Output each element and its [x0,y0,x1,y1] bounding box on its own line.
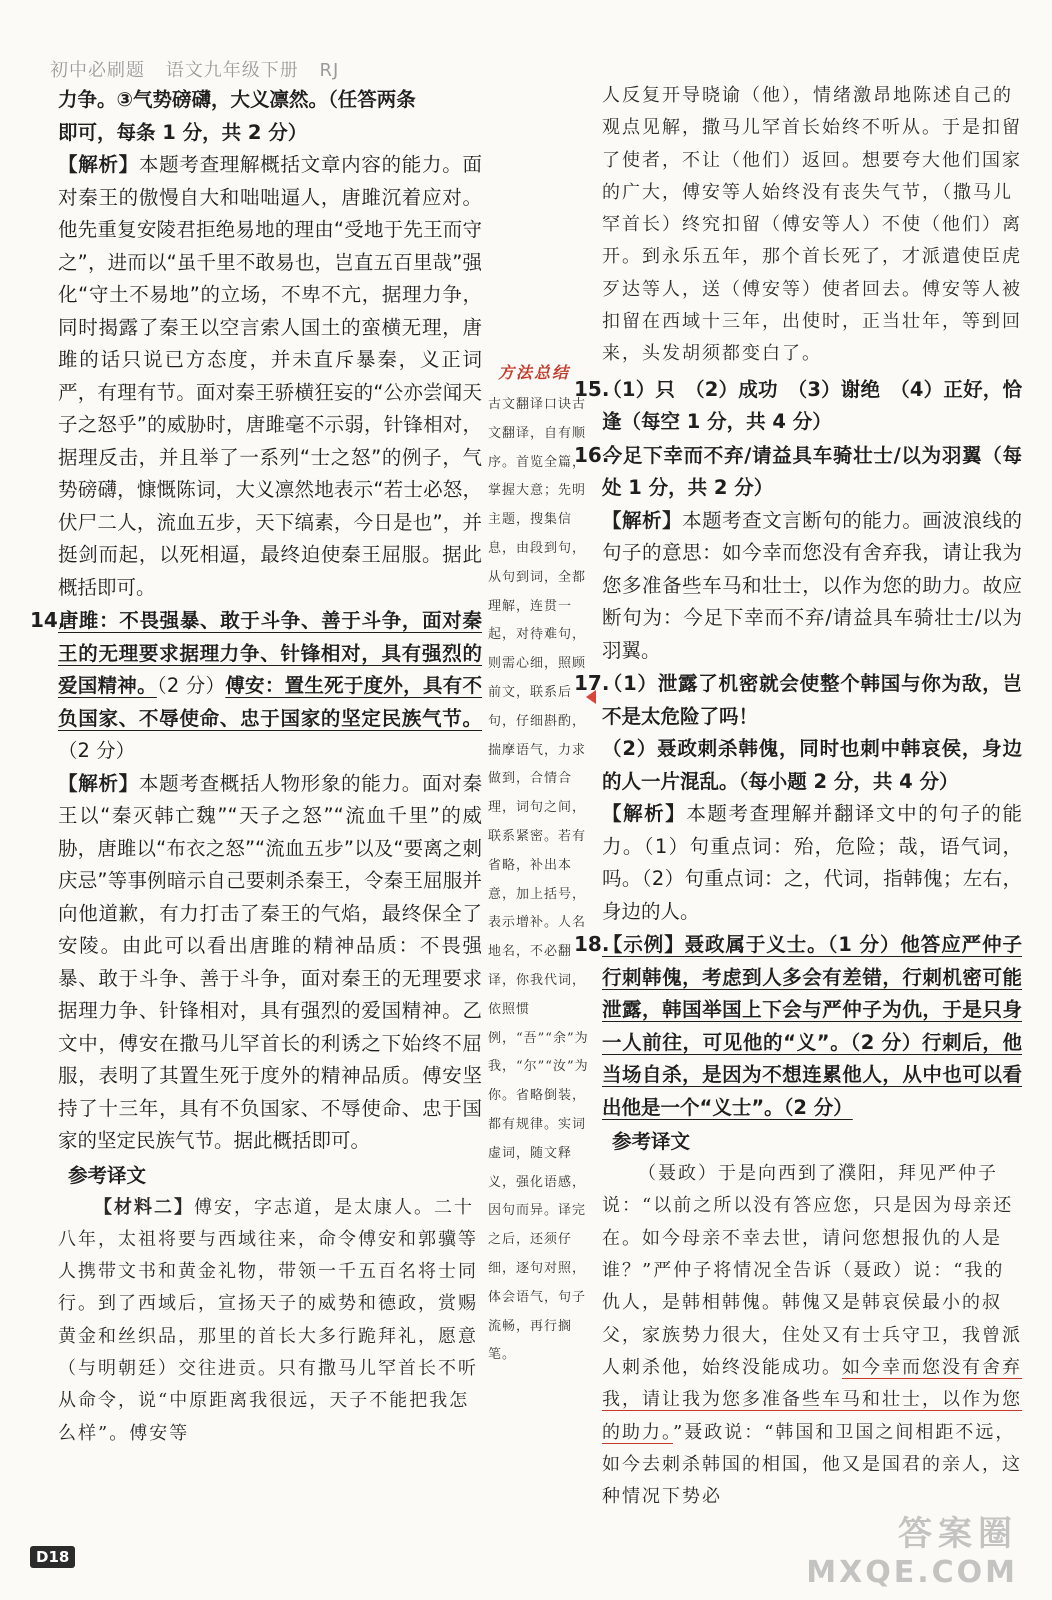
q16-text: 今足下幸而不弃/请益具车骑壮士/以为羽翼（每处 1 分，共 2 分） [602,443,1022,500]
q14-score1: （2 分） [156,674,226,697]
q13-analysis-text: 本题考查理解概括文章内容的能力。面对秦王的傲慢自大和咄咄逼人，唐雎沉着应对。他先重复安陵君拒绝易地的理由“受地于先王而守之”，进而以“虽千里不敢易也，岂直五百里哉”强化“守土不易地”的立场，不卑不亢，据理力争，同时揭露了秦王以空言索人国土的蛮横无理，唐雎的话只说已方态度，并未直斥暴秦，义正词严，有理有节。面对秦王骄横狂妄的“公亦尝闻天子之怒乎”的威胁时，唐雎毫不示弱，针锋相对，据理反击，并且举了一系列“士之怒”的例子，气势磅礴，慷慨陈词，大义凛然地表示“若士必怒，伏尸二人，流血五步，天下缟素，今日是也”，并挺剑而起，以死相逼，最终迫使秦王屈服。据此概括即可。 [58,153,482,599]
q17-analysis [602,798,1022,928]
right-column [574,80,1022,1513]
left-column [30,84,482,1450]
q15-number: 15. [574,376,610,401]
q13-answer-line1: 力争。③气势磅礴，大义凛然。（任答两条 [58,88,416,111]
q14-answer-fuan: 傅安：置生死于度外，具有不负国家、不辱使命、忠于国家的坚定民族气节。 [58,674,482,730]
q18-answer [574,928,1022,1124]
q15-text: （1）只 （2）成功 （3）谢绝 （4）正好，恰逢（每空 1 分，共 4 分） [602,377,1022,434]
q17-part2: （2）聂政刺杀韩傀，同时也刺中韩哀侯，身边的人一片混乱。（每小题 2 分，共 4 分） [602,737,1022,793]
q18-number: 18. [574,932,610,957]
translation-nie-zheng-a: （聂政）于是向西到了濮阳，拜见严仲子说：“以前之所以没有答应您，只是因为母亲还在。如今母亲不幸去世，请问您想报仇的人是谁？”严仲子将情况全告诉（聂政）说：“我的仇人，是韩相韩傀。韩傀又是韩哀侯最小的叔父，家族势力很大，住处又有士兵守卫，我曾派人刺杀他，始终没能成功。 [602,1163,1022,1378]
reference-translation-title-2: 参考译文 [612,1130,691,1154]
edition: RJ [319,60,340,81]
book-name: 语文九年级下册 [165,60,299,81]
q14-analysis-text: 本题考查概括人物形象的能力。面对秦王以“秦灭韩亡魏”“天子之怒”“流血千里”的威胁，唐雎以“布衣之怒”“流血五步”以及“要离之刺庆忌”等事例暗示自己要刺杀秦王，令秦王屈服并向他道歉，有力打击了秦王的气焰，最终保全了安陵。由此可以看出唐雎的精神品质：不畏强暴、敢于斗争、善于斗争，面对秦王的无理要求据理力争、针锋相对，具有强烈的爱国精神。乙文中，傅安在撒马儿罕首长的利诱之下始终不屈服，表明了其置生死于度外的精神品质。傅安坚持了十三年，具有不负国家、不辱使命、忠于国家的坚定民族气节。据此概括即可。 [58,771,482,1152]
translation-material2 [58,1192,482,1450]
translation-nie-zheng-b: ”聂政说：“韩国和卫国之间相距不远，如今去刺杀韩国的相国，他又是国君的亲人，这种情况下势必 [602,1421,1022,1508]
method-summary-body: 古文翻译口诀古文翻译，自有顺序。首览全篇，掌握大意；先明主题，搜集信息，由段到句，从句到词，全都理解，连贯一起，对待难句，则需心细，照顾前文，联系后句，仔细斟酌，揣摩语气，力求做到，合情合理，词句之间，联系紧密。若有省略，补出本意，加上括号，表示增补。人名地名，不必翻译，你我代词，依照惯例，“吾”“余”为我，“尔”“汝”为你。省略倒装，都有规律。实词虚词，随文释义，强化语感，因句而异。译完之后，还须仔细，逐句对照，体会语气，句子流畅，再行搁笔。 [488,397,589,1363]
analysis-tag: 【解析】 [602,508,683,532]
page-header [50,56,353,84]
method-summary-title: 方法总结 [498,363,571,382]
analysis-tag: 【解析】 [602,802,687,826]
q18-text: 【示例】聂政属于义士。（1 分）他答应严仲子行刺韩傀，考虑到人多会有差错，行刺机密可能泄露，韩国举国上下会与严仲子为仇，于是只身一人前往，可见他的“义”。（2 分）行刺后，他当场自杀，是因为不想连累他人，从中也可以看出他是一个“义士”。（2 分） [602,933,1022,1119]
material2-text: 傅安，字志道，是太康人。二十八年，太祖将要与西域往来，命令傅安和郭骥等人携带文书和黄金礼物，带领一千五百名将士同行。到了西域后，宣扬天子的威势和德政，赏赐黄金和丝织品，那里的首长大多行跪拜礼，愿意（与明朝廷）交往进贡。只有撒马儿罕首长不听从命令，说“中原距离我很远，天子不能把我怎么样”。傅安等 [58,1196,478,1444]
q13-answer-line2: 即可，每条 1 分，共 2 分） [58,120,308,144]
q14-answer-tangju: 唐雎：不畏强暴、敢于斗争、善于斗争，面对秦王的无理要求据理力争、针锋相对，具有强烈的爱国精神。 [58,609,482,697]
series-name: 初中必刷题 [50,60,145,81]
q14-answer [30,604,482,768]
translation-nie-zheng-underlined: 如今幸而您没有舍弃我，请让我为您多准备些车马和壮士，以作为您的助力。 [602,1356,1022,1443]
q16-answer [574,439,1022,505]
translation-nie-zheng [602,1158,1022,1513]
watermark-logo [806,1506,1018,1590]
material2-tag: 【材料二】 [94,1196,194,1218]
translation-material2-cont: 人反复开导晓谕（他），情绪激昂地陈述自己的观点见解，撒马儿罕首长始终不听从。于是扣留了使者，不让（他们）返回。想要夸大他们国家的广大，傅安等人始终没有丧失气节，（撒马儿罕首长）终究扣留（傅安等人）不使（他们）离开。到永乐五年，那个首长死了，才派遣使臣虎歹达等人，送（傅安等）使者回去。傅安等人被扣留在西域十三年，出使时，正当壮年，等到回来，头发胡须都变白了。 [602,85,1022,365]
q17-part1: （1）泄露了机密就会使整个韩国与你为敌，岂不是太危险了吗！ [602,672,1022,728]
q16-number: 16. [574,442,610,467]
q17-answer [574,667,1022,798]
method-summary-sidebar [488,84,596,1370]
watermark-bottom: MXQE.COM [806,1555,1018,1590]
q16-analysis [602,505,1022,668]
analysis-tag: 【解析】 [58,771,139,795]
q17-analysis-text: 本题考查理解并翻译文中的句子的能力。（1）句重点词：殆，危险；哉，语气词，吗。（2）句重点词：之，代词，指韩傀；左右，身边的人。 [602,802,1022,923]
watermark-top: 答案圈 [898,1514,1018,1554]
q16-analysis-text: 本题考查文言断句的能力。画波浪线的句子的意思：如今幸而您没有舍弃我，请让我为您多准备些车马和壮士，以作为您的助力。故应断句为：今足下幸而不弃/请益具车骑壮士/以为羽翼。 [602,508,1022,662]
q17-number: 17. [574,671,610,696]
q14-analysis [58,768,482,1158]
q14-score2: （2 分） [58,739,136,762]
page-number: D18 [30,1546,75,1568]
q13-answer-end [58,84,482,149]
q13-analysis [58,149,482,604]
q14-number: 14. [30,608,66,632]
analysis-tag: 【解析】 [58,153,139,176]
reference-translation-title: 参考译文 [68,1163,147,1187]
q15-answer [574,373,1022,439]
